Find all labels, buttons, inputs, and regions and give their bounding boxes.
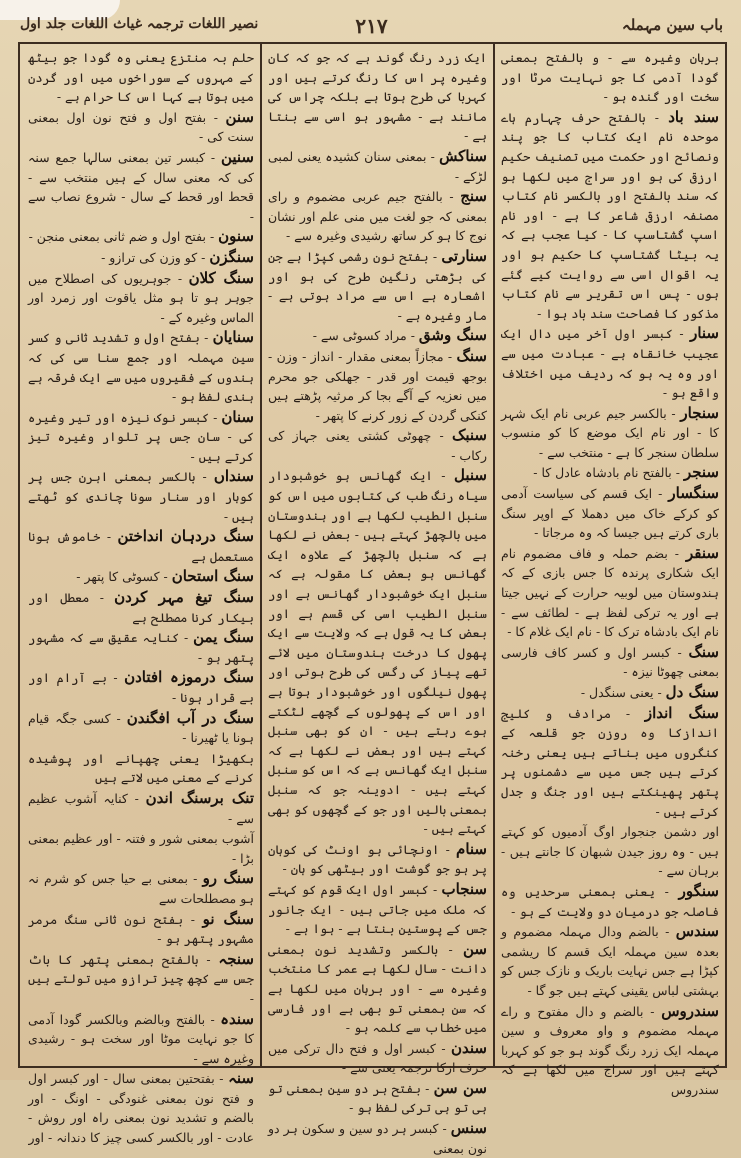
dictionary-entry (501, 404, 719, 463)
entry-definition: - بمعنی سنان کشیدہ یعنی لمبی لڑکے - (268, 148, 487, 184)
entry-definition: بکھیڑا یعنی چھپانے اور پوشیدہ کرنے کے معنی میں لاتے ہیں (28, 750, 254, 786)
entry-headword: سناکش (439, 146, 487, 165)
dictionary-entry (28, 148, 254, 226)
entry-definition: - بفتح ہر دو سین بمعنی تو ہی تو ہی ترکی لفظ ہو - (268, 1080, 487, 1116)
entry-headword: سنگ انداز (644, 703, 720, 722)
dictionary-entry (28, 248, 254, 268)
entry-definition: برہان وغیرہ سے - و بالفتح بمعنی گودا آدمی کا جو نہایت مرٹا اور سخت اور گندہ ہو - (501, 50, 719, 105)
entry-headword: سنجار (680, 403, 719, 422)
dictionary-entry (268, 147, 487, 186)
dictionary-entry (501, 484, 719, 543)
dictionary-entry (501, 704, 719, 822)
entry-headword: سنج (460, 187, 487, 206)
page-number: ۲۱۷ (355, 14, 388, 38)
column-left (22, 44, 260, 1146)
entry-headword: سنگ دل (665, 683, 719, 701)
entry-definition: - بفتح اول و تشدید ثانی و کسر سین مہملہ اور جمع سنا سی کی کہ ہندوں کے فقیروں میں سے ایک فرقہ ہے ہندی لفظ ہو - (28, 330, 254, 405)
entry-headword: سنگسار (668, 484, 719, 503)
dictionary-entry (28, 527, 254, 566)
entry-definition: - معطل اور بیکار کرنا مصطلح ہے (28, 590, 254, 625)
entry-headword: سن (463, 939, 487, 958)
book-title: نصیر اللغات ترجمہ غیاث اللغات جلد اول (20, 16, 259, 32)
entry-headword: سنون (218, 227, 254, 246)
entry-definition: - بالکسر بمعنی اہرن جس پر کوہار اور سنار سونا چاندی کو ٹھتے ہیں - (28, 469, 254, 524)
dictionary-entry (268, 1119, 487, 1158)
entry-definition: - بے آرام اور بے قرار ہونا - (28, 670, 254, 705)
entry-definition: - کبسر اول و فتح دال ترکی میں حرف ازکا ترجمہ یعنی سے - (268, 1040, 487, 1076)
dictionary-entry (28, 1069, 254, 1147)
entry-definition: - بفتح نون ثانی سنگ مرمر مشہور پتھر ہو - (28, 911, 254, 947)
entry-definition: - بالفتح وبالضم وبالکسر گودا آدمی کا جو نہایت موٹا اور سخت ہو - رشیدی وغیرہ سے - (28, 1011, 254, 1066)
dictionary-entry (501, 922, 719, 1000)
dictionary-entry (28, 628, 254, 667)
entry-headword: سنان (221, 407, 254, 426)
entry-headword: سنگ نو (202, 909, 255, 928)
dictionary-entry (28, 910, 254, 949)
dictionary-entry (268, 347, 487, 425)
column-right (495, 44, 725, 1097)
entry-definition: آشوب بمعنی شور و فتنہ - اور عظیم بمعنی بڑا - (28, 831, 254, 866)
dictionary-entry (268, 940, 487, 1038)
entry-definition: - مراد کسوٹی سے - (312, 328, 419, 344)
entry-headword: سنگ استحان (171, 567, 254, 586)
entry-headword: سند باد (668, 107, 720, 126)
entry-definition: - کنایہ عقیق سے کہ مشہور پتھر ہو - (28, 630, 254, 665)
dictionary-entry (268, 187, 487, 246)
entry-headword: سنگ (688, 642, 719, 661)
dictionary-entry (28, 269, 254, 328)
entry-definition: - کسوٹی کا پتھر - (76, 569, 172, 585)
dictionary-entry (268, 326, 487, 346)
entry-definition: - بفتحتین بمعنی سال - اور کبسر اول و فتح نون بمعنی غنودگی - اونگ - اور بالضم و تشدید نون بمعنی راہ اور روش - عادت - اور بالکسر کسی چیز کا دندانہ - اور (28, 1071, 254, 1146)
entry-definition: - بفتح اول و فتح نون اول بمعنی سنت کی - (28, 109, 254, 145)
dictionary-entry (268, 1039, 487, 1078)
entry-definition: - بالضم و دال مفتوح و راے مہملہ مضموم و واو معروف و سین مہملہ ایک زرد رنگ گوند ہو جو کو کہربا کہتے ہیں اور سراج میں لکھا ہے کہ سندروس (501, 1003, 719, 1097)
dictionary-entry (28, 668, 254, 707)
dictionary-entry (28, 467, 254, 526)
entry-definition: - کبسر اول و کسر کاف فارسی بمعنی چھوٹا نیزہ - (501, 644, 719, 680)
entry-headword: سنس (450, 1119, 487, 1138)
entry-headword: سنار (690, 324, 719, 343)
entry-headword: سندس (675, 922, 719, 941)
dictionary-entry (268, 247, 487, 325)
entry-definition: - اونچائی ہو اونٹ کی کوہان پر ہو جو گوشت اور بیٹھی کو ہان - (268, 841, 487, 877)
entry-headword: سنگ (456, 346, 487, 365)
entry-definition: - بالفتح بمعنی پتھر کا باٹ جس سے کچھ چیز ترازو میں تولتے ہیں - (28, 951, 254, 1006)
dictionary-entry (268, 1079, 487, 1118)
entry-definition: - چھوٹی کشتی یعنی جہاز کی رکاب - (268, 428, 487, 463)
dictionary-entry (28, 829, 254, 868)
dictionary-entry (501, 463, 719, 483)
entry-headword: سن سن (433, 1078, 487, 1097)
dictionary-entry (28, 709, 254, 748)
entry-headword: سنگ کلان (188, 268, 254, 287)
entry-definition: - کنایہ آشوب عظیم سے - (28, 790, 254, 826)
entry-headword: سنجہ (218, 949, 254, 968)
dictionary-entry (501, 1002, 719, 1100)
entry-headword: سندہ (220, 1009, 254, 1028)
entry-definition: - بمعنی بے حیا جس کو شرم نہ ہو مصطلحات سے (28, 871, 254, 906)
entry-definition: - بالفتح حرف چہارم ہاے موحدہ نام ایک کتاب کا جو پند ونصائح اور حکمت میں تصنیف حکیم ارزقی کی ہو اور سراج میں لکھا ہو کہ سند بالفتح اور بالکسر نام کتاب مصنفہ ارزقی شاعر کا ہے - اور نام اسپ گشتاسپ کا - کیا عجب ہے کہ یہ بیٹا گشتاسپ کا حکیم ہو اور یہ اقوال اسی سے روایت کیے گئے ہوں - پس اس تقریر سے نام کتاب مذکور کا فصاحت سند باد ہوا - (501, 109, 719, 321)
entry-headword: سنجر (683, 463, 719, 482)
dictionary-entry (501, 683, 719, 703)
entry-definition: - بالفتح نام بادشاہ عادل کا - (533, 465, 684, 481)
entry-definition: - بالفتح جیم عربی مضموم و رای بمعنی کہ جو لغت میں منی علم اور نشان نوج کا ہو کر ساتھ رشیدی وغیرہ سے - (268, 189, 487, 244)
entry-definition: - مجازاً بمعنی مقدار - انداز - وزن - بوجھ قیمت اور قدر - جھلکی جو محرم میں نعزیہ کے آگے بجا کر مرثیہ پڑھتے ہیں کنکی گردن کے زور کرنے کا پتھر - (268, 348, 487, 423)
entry-definition: اور دشمن جنجوار اوگ آدمیوں کو کہتے ہیں - وہ روز جیدن شبھان کا جانتے ہیں - برہان سے - (501, 824, 719, 879)
dictionary-entry (28, 108, 254, 147)
dictionary-entry (28, 588, 254, 627)
dictionary-entry (501, 108, 719, 324)
entry-definition: - ایک قسم کی سیاست آدمی کو کرکے خاک میں دھملا کے اوپر سنگ باری کرتے ہیں جیسا کہ وہ مرجاتا - (501, 486, 719, 541)
entry-headword: سنداں (213, 467, 254, 486)
dictionary-entry (501, 822, 719, 881)
entry-headword: سنبل (454, 466, 487, 485)
dictionary-entry (28, 328, 254, 406)
entry-definition: - کبسر ہر دو سین و سکون ہر دو نون بمعنی (268, 1121, 487, 1156)
entry-definition: حلم بہ منتزع یعنی وہ گودا جو بیٹھ کے مہروں کے سوراخوں میں اور گردن میں ہوتا ہے کہا اس کا حرام ہے - (28, 50, 254, 105)
entry-definition: - بضم حملہ و فاف مضموم نام ایک شکاری پرندہ کا جس بازی کے کہ ہندوستان میں لوبیہ حرارت کے نہیں جیتا ہے اور یہ ترکی لفظ ہے - لطائف سے - نام ایک بادشاہ ترک کا - نام ایک غلام کا - (501, 545, 719, 640)
entry-headword: سنگزن (209, 247, 254, 266)
entry-headword: سنجاب (441, 879, 487, 898)
dictionary-entry (28, 227, 254, 247)
dictionary-entry (28, 869, 254, 908)
entry-definition: - یعنی بمعنی سرحدیں وہ فاصلہ جو درمیان دو ولایت کے ہو - (501, 883, 719, 919)
entry-headword: سنگ تیغ مہر کردن (114, 588, 254, 607)
entry-headword: سنارتی (441, 246, 487, 265)
dictionary-entry (268, 840, 487, 879)
entry-headword: سنام (456, 839, 487, 858)
entry-headword: سنگ دردہان انداختن (117, 527, 254, 546)
entry-headword: سندن (451, 1038, 487, 1057)
dictionary-entry (501, 544, 719, 642)
entry-definition: - کسی جگہ قیام ہونا یا ٹھیرنا - (28, 710, 254, 746)
entry-definition: - جوہریوں کی اصطلاح میں جوہر ہو تا ہو مثل یاقوت اور زمرد اور الماس وغیرہ کے - (28, 270, 254, 325)
entry-headword: سنگ در آب افگندن (126, 708, 254, 727)
entry-headword: سنن (225, 107, 254, 126)
entry-definition: - یعنی سنگدل - (580, 685, 666, 700)
dictionary-entry (501, 643, 719, 682)
entry-headword: سندروس (661, 1001, 719, 1020)
entry-definition: - کبسر تین بمعنی سالہا جمع سنہ کی کہ معنی سال کے ہیں منتخب سے - قحط اور قحط کے سال - شروع نصاب سے - (28, 149, 254, 224)
entry-definition: - بالکسر وتشدید نون بمعنی دانت - سال لکھا ہے عمر کا منتخب وغیرہ سے - اور برہان میں لکھا ہے کہ سن بمعنی تو بھی ہے اور فارسی میں خطاب سے کلمہ ہو - (268, 941, 487, 1036)
entry-headword: تنک برسنگ اندن (145, 788, 254, 807)
entry-headword: سنگ وشق (418, 326, 487, 345)
entry-headword: سنہ (228, 1069, 254, 1088)
entry-headword: سنگ یمن (193, 628, 255, 647)
entry-headword: سنقر (686, 543, 719, 562)
entry-definition: - کبسر نوک نیزہ اور تیر وغیرہ کی - سان جس پر تلوار وغیرہ تیز کرتے ہیں - (28, 409, 254, 464)
dictionary-entry (28, 48, 254, 107)
dictionary-entry (268, 880, 487, 939)
dictionary-entry (501, 48, 719, 107)
dictionary-entry (28, 950, 254, 1009)
entry-headword: سنین (220, 147, 254, 166)
chapter-title: باب سین مہملہ (621, 16, 723, 34)
dictionary-entry (268, 48, 487, 146)
entry-headword: سنگ رو (202, 869, 254, 888)
entry-definition: - خاموش ہونا مستعمل ہے (28, 529, 254, 564)
dictionary-entry (28, 789, 254, 828)
dictionary-entry (28, 749, 254, 788)
dictionary-entry (501, 882, 719, 921)
dictionary-entry (268, 426, 487, 465)
entry-definition: - ایک گھانس ہو خوشبودار سیاہ رنگ طب کی کتابوں میں اس کو سنبل الطیب لکھا ہے اور ہندوستان میں بالچھڑ کہتے ہیں - بعض نے لکھا ہے کہ سنبل بالچھڑ کے علاوہ ایک گھانس ہو بعض کا مقولہ ہے کہ سنبل ایک خوشبودار گھانس ہے اور سنبل الطیب اسی کی قسم ہے اور بعض کا یہ قول ہے کہ ولایت سے ایک پھول کا درخت ہندوستان میں لائے تھے پیاز کی رگس کی طرح ہوتی اور پھول نیلگوں اور خوشبودار ہوتا ہے اور اس کے پھولوں کے گچھے لٹکتے ہوے رہتے ہیں - ان کو بھی سنبل کہتے ہیں اور بعض نے لکھا ہے کہ سنبل ایک گھانس ہے کہ اس کو سنبل کہتے ہیں - ادوینہ جو کہ سنبل بمعنی بالیں اور جو کے گچھوں کو بھی کہتے ہیں - (268, 468, 487, 837)
entry-definition: - مرادف و کلیج اندازکا وہ روزن جو قلعہ کے کنگروں میں بناتے ہیں یعنی رخنہ کرتے ہیں جس میں سے دشمنوں پر پتھر پھینکتے ہیں اور جنگ و جدل کرتے ہیں - (501, 705, 719, 819)
entry-headword: سنگ درموزہ افتادن (124, 668, 254, 687)
dictionary-entry (268, 466, 487, 838)
entry-headword: سنگور (678, 881, 719, 900)
entry-definition: - کبسر اول آخر میں دال ایک عجیب خانقاہ ہے - عبادت میں سے اور وہ یہ ہو کہ ردیف میں اختلاف واقع ہو - (501, 326, 719, 401)
entry-headword: سنبک (451, 426, 487, 445)
dictionary-entry (28, 408, 254, 467)
dictionary-entry (501, 324, 719, 402)
entry-definition: - کبسر اول ایک قوم کو کہتے کہ ملک میں جاتی ہیں - ایک جانور جس کے پوستین بنتا ہے - ہوا ہے - (268, 881, 487, 937)
dictionary-entry (28, 567, 254, 587)
dictionary-entry (28, 1010, 254, 1069)
entry-headword: سنایان (212, 328, 254, 347)
entry-definition: - کو وزن کی ترازو - (101, 249, 210, 265)
column-middle (262, 44, 493, 1156)
entry-definition: - بالضم ودال مہملہ مضموم و بعدہ سین مہملہ ایک قسم کا ریشمی کپڑا ہے جس نہایت باریک و نازک جس کو بہشتی لباس یقینی کہتے ہیں جو گا - (501, 924, 719, 998)
entry-definition: - بفتح اول و ضم ثانی بمعنی منجن - (28, 229, 219, 245)
entry-definition: - بفتح نون رشمی کپڑا ہے جن کی بڑھتی رنگین طرح کی ہو اور اشعارہ ہے اس سے مراد ہوتی ہے - مار وغیرہ ہے - (268, 248, 487, 323)
entry-definition: ایک زرد رنگ گوند ہے کہ جو کہ کان وغیرہ پر اس کا رنگ کرتے ہیں اور کہربا کی طرح ہوتا ہے بلکہ چراس کی مانند ہے - مشہور ہو اسی سے بنتا ہے - (268, 50, 487, 144)
page-header (20, 14, 723, 40)
entry-definition: - بالکسر جیم عربی نام ایک شہر کا - اور نام ایک موضع کا کو منسوب سلطان سنجر کا ہے - منتخب سے - (501, 405, 719, 460)
